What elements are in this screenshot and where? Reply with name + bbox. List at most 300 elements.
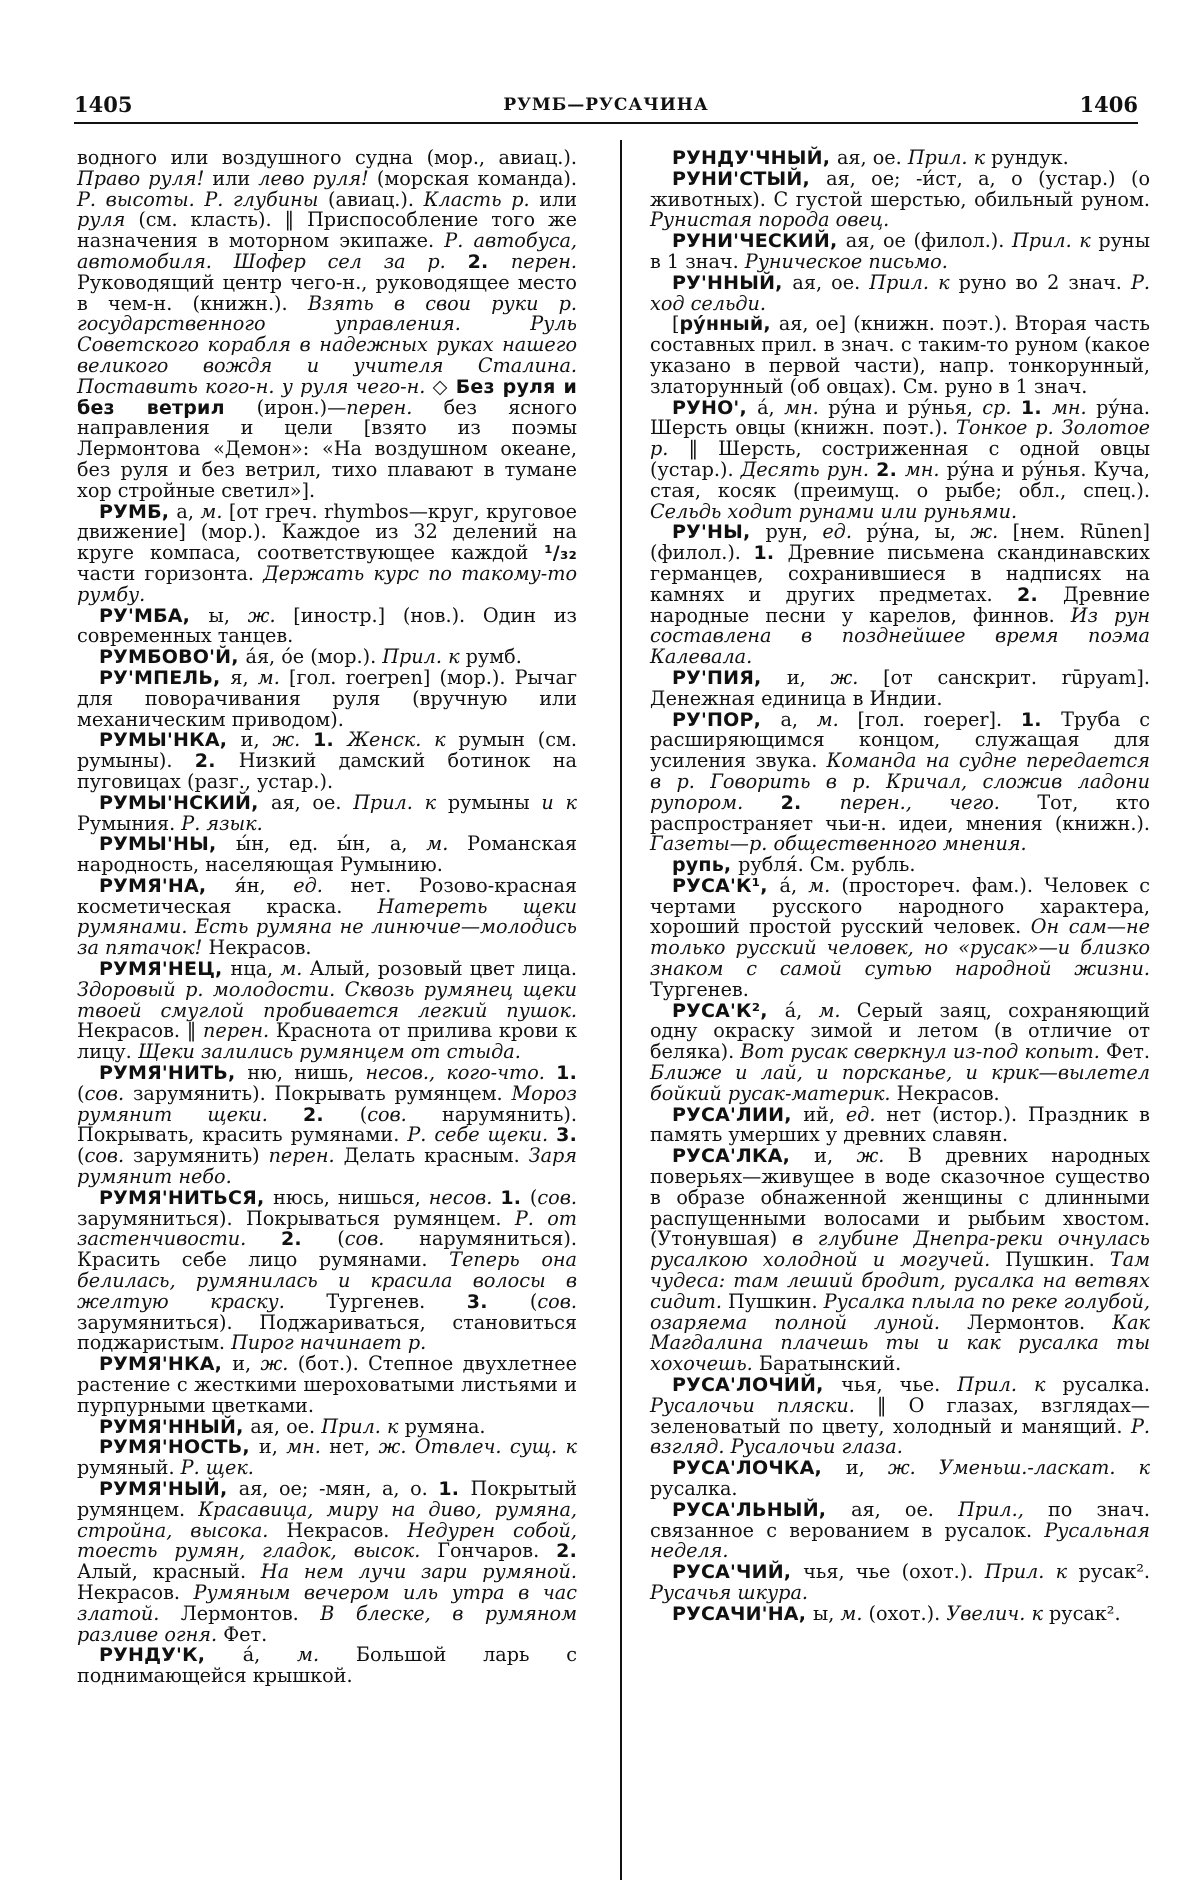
entry-text: зарумянить) bbox=[133, 1144, 269, 1168]
entry-text: без ясного направления и цели [взято из поэмы Лермонтова «Демон»: «На воздушном океане, без руля и без ветрил, тихо плавают в тумане хор стройные светил»]. bbox=[77, 395, 577, 502]
entry-text: Некрасов. ‖ bbox=[77, 1019, 204, 1043]
entry-text: водного или воздушного судна (мор., авиац.). bbox=[77, 146, 577, 169]
entry-text: Тургенев. bbox=[650, 977, 749, 1001]
entry-text: (охот.). bbox=[868, 1601, 947, 1625]
italic-text: ж. bbox=[272, 728, 314, 752]
entry-headword: РУМЯ'НИТЬСЯ, bbox=[99, 1186, 274, 1209]
italic-text: м. bbox=[200, 499, 229, 523]
entry-text: и, bbox=[240, 728, 273, 752]
entry-headword: РУСА'ЛИИ, bbox=[672, 1103, 804, 1126]
entry-headword: РУМЯ'НОСТЬ, bbox=[99, 1436, 259, 1459]
italic-text: Десять рун. bbox=[740, 457, 877, 481]
entry-text: чья, чье. bbox=[841, 1373, 958, 1397]
entry-text: и, bbox=[258, 1435, 287, 1459]
bold-marker: ¹/₃₂ bbox=[544, 542, 577, 565]
dictionary-entry bbox=[650, 855, 1150, 876]
italic-text: Р. взгляд. Русалочьи глаза. bbox=[650, 1414, 1150, 1459]
entry-text: рундук. bbox=[991, 146, 1069, 169]
entry-text: ( bbox=[337, 1227, 345, 1251]
entry-text: Алый, розовый цвет лица. bbox=[309, 957, 578, 981]
italic-text: Прил. к bbox=[869, 270, 959, 294]
page-number-right: 1406 bbox=[1079, 92, 1138, 117]
italic-text: Пирог начинает р. bbox=[231, 1331, 427, 1355]
entry-headword: РУМЯ'НА, bbox=[99, 874, 235, 897]
entry-headword: РУМЫ'НСКИЙ, bbox=[99, 791, 272, 814]
entry-text: [от греч. rhуmbos—круг, круговое движение] (мор.). Каждое из 32 делений на круге компаса, соответствующее каждой bbox=[77, 499, 577, 565]
dictionary-entry bbox=[650, 270, 1150, 315]
italic-text: мн. bbox=[1051, 395, 1097, 419]
entry-headword: РУНИ'СТЫЙ, bbox=[672, 167, 827, 190]
entry-text: ая, ое (филол.). bbox=[845, 229, 1012, 253]
entry-text: ая, ое; -и́ст, а, о (устар.) (о животных). С густой шерстью, обильный руном. bbox=[650, 166, 1150, 211]
dictionary-entry bbox=[650, 665, 1150, 710]
italic-text: Р. от застенчивости. bbox=[77, 1206, 577, 1251]
entry-text: зарумяниться). Покрываться румянцем. bbox=[77, 1206, 515, 1230]
italic-text: Тонкое р. Золотое р. bbox=[650, 416, 1150, 461]
entry-text: или bbox=[212, 166, 259, 190]
italic-text: мн. bbox=[784, 395, 829, 419]
entry-text: Лермонтов. bbox=[180, 1601, 321, 1625]
entry-text: Древние письмена скандинавских германцев, сохранившиеся в надписях на камнях и других предметах. bbox=[650, 541, 1150, 606]
italic-text: м. bbox=[808, 873, 842, 897]
dictionary-entry bbox=[650, 148, 1150, 169]
entry-text: ы́н, ед. ы́н, а, bbox=[235, 832, 427, 856]
italic-text: Сельдь ходит рунами или руньями. bbox=[650, 499, 1018, 523]
entry-text: Пушкин. bbox=[728, 1289, 824, 1313]
italic-text: м. bbox=[297, 1643, 356, 1667]
italic-text: несов. bbox=[428, 1185, 501, 1209]
italic-text: Прил. к bbox=[957, 1373, 1063, 1397]
entry-text: а́, bbox=[784, 998, 819, 1022]
entry-text: нет. Розово-красная косметическая краска. bbox=[77, 873, 577, 918]
dictionary-entry bbox=[650, 166, 1150, 232]
italic-text: Вот русак сверкнул из-под копыт. bbox=[740, 1040, 1106, 1064]
italic-text: ж. bbox=[260, 1352, 298, 1376]
entry-text: я́н, bbox=[234, 873, 294, 897]
dictionary-entry bbox=[650, 1458, 1150, 1500]
entry-headword: РУМЯ'ННЫЙ, bbox=[99, 1415, 251, 1438]
italic-text: ж. bbox=[970, 520, 1013, 544]
entry-headword: РУНО', bbox=[672, 396, 758, 419]
bold-marker: рупь, bbox=[672, 854, 739, 877]
italic-text: мн. bbox=[286, 1435, 330, 1459]
left-column bbox=[77, 148, 577, 1687]
italic-text: Женск. к bbox=[347, 728, 459, 752]
italic-text: Он сам—не только русский человек, но «русак»—и близко знаком с самой сутью народной жизни. bbox=[650, 915, 1150, 981]
bold-marker: 2. bbox=[780, 791, 840, 814]
entry-text: румын (см. румыны). bbox=[77, 728, 577, 773]
entry-text: Делать красным. bbox=[343, 1144, 529, 1168]
bold-marker: 2. bbox=[876, 458, 905, 481]
entry-text: зарумянить). Покрывать румянцем. bbox=[132, 1081, 512, 1105]
entry-text: нет, bbox=[329, 1435, 379, 1459]
entry-text: Гончаров. bbox=[437, 1539, 557, 1563]
bold-marker: 1. bbox=[556, 1062, 577, 1085]
entry-text: нет (истор.). Праздник в память умерших у древних славян. bbox=[650, 1102, 1150, 1147]
running-header bbox=[74, 92, 1138, 122]
italic-text: Русалочьи пляски. bbox=[650, 1393, 877, 1417]
italic-text: Русалка плыла по реке голубой, озаряема полной луной. bbox=[650, 1289, 1150, 1334]
italic-text: Р. ход сельди. bbox=[650, 270, 1150, 315]
dictionary-entry bbox=[77, 1063, 577, 1188]
running-title: РУМБ—РУСАЧИНА bbox=[503, 95, 709, 115]
italic-text: Прил., bbox=[958, 1497, 1049, 1521]
dictionary-entry bbox=[77, 1354, 577, 1416]
entry-headword: РУНИ'ЧЕСКИЙ, bbox=[672, 230, 846, 253]
entry-text: Некрасов. bbox=[286, 1518, 408, 1542]
entry-headword: РУСА'К², bbox=[672, 999, 785, 1022]
dictionary-entry bbox=[77, 603, 577, 648]
entry-text: Большой ларь с поднимающейся крышкой. bbox=[77, 1643, 577, 1688]
entry-headword: РУНДУ'К, bbox=[99, 1644, 243, 1667]
entry-text: ий, bbox=[803, 1102, 846, 1126]
entry-text: зарумяниться). Поджариваться, становиться поджаристым. bbox=[77, 1310, 577, 1355]
entry-text: а́, bbox=[779, 873, 809, 897]
entry-text: Краснота от прилива крови к лицу. bbox=[77, 1019, 578, 1064]
italic-text: На нем лучи зари румяной. bbox=[260, 1560, 577, 1584]
italic-text: Недурен собой, тоесть румян, гладок, высок. bbox=[77, 1518, 577, 1563]
entry-text: ая, ое. bbox=[271, 790, 354, 814]
entry-text: [гол. roeper]. bbox=[857, 707, 1021, 731]
italic-text: перен. bbox=[203, 1019, 276, 1043]
entry-text: (простореч. фам.). Человек с чертами русского народного характера, хороший простой русский человек. bbox=[650, 873, 1150, 939]
dictionary-entry bbox=[77, 1185, 577, 1355]
entry-text: [нем. Rūnen] (филол.). bbox=[650, 520, 1150, 565]
italic-text: Там чудеса: там леший бродит, русалка на ветвях сидит. bbox=[650, 1248, 1150, 1313]
header-rule bbox=[74, 122, 1138, 124]
italic-text: и к bbox=[541, 790, 577, 814]
entry-text: русак². bbox=[1078, 1560, 1150, 1584]
italic-text: Команда на судне передается в р. Говорить в р. Кричал, сложив ладони рупором. bbox=[650, 749, 1150, 814]
entry-text: или bbox=[539, 187, 578, 211]
italic-text: Р. высоты. Р. глубины bbox=[77, 187, 329, 211]
italic-text: Прил. к bbox=[353, 790, 448, 814]
entry-text: рубля́. См. рубль. bbox=[738, 853, 916, 877]
entry-headword: РУСАЧИ'НА, bbox=[672, 1602, 813, 1625]
dictionary-entry bbox=[650, 873, 1150, 1001]
entry-text: [от санскрит. rūруаm]. Денежная единица в Индии. bbox=[650, 665, 1150, 710]
bold-marker: 1. bbox=[438, 1478, 471, 1500]
italic-text: Натереть щеки румянами. Есть румяна не линючие—молодись за пятачок! bbox=[77, 894, 577, 960]
italic-text: Заря румянит небо. bbox=[77, 1144, 578, 1189]
dictionary-entry bbox=[650, 707, 1150, 856]
italic-text: Русачья шкура. bbox=[650, 1580, 808, 1604]
entry-text: [гол. roerpen] (мор.). Рычаг для поворачивания руля (вручную или механическим приводом). bbox=[77, 665, 577, 731]
entry-headword: РУМБОВО'Й, bbox=[99, 646, 246, 669]
entry-text: румб. bbox=[465, 645, 522, 669]
entry-text: и, bbox=[786, 665, 831, 689]
entry-text: а́я, о́е (мор.). bbox=[245, 645, 383, 669]
entry-text: рун, bbox=[765, 520, 823, 544]
entry-headword: РУ'МБА, bbox=[99, 604, 209, 627]
entry-text: (бот.). Степное двухлетнее растение с жесткими шероховатыми листьями и пурпурными цветками. bbox=[77, 1352, 577, 1417]
bold-marker: 3. bbox=[466, 1290, 530, 1313]
entry-text: Романская народность, населяющая Румынию. bbox=[77, 832, 577, 877]
dictionary-entry bbox=[650, 1102, 1150, 1147]
dictionary-entry bbox=[77, 499, 577, 606]
bold-marker: 2. bbox=[194, 750, 239, 773]
italic-text: Прил. к bbox=[382, 645, 466, 669]
entry-continuation bbox=[77, 148, 577, 502]
entry-headword: РУСА'ЛОЧИЙ, bbox=[672, 1374, 842, 1397]
italic-text: м. bbox=[426, 832, 468, 856]
dictionary-entry bbox=[650, 1601, 1150, 1625]
entry-text: (авиац.). bbox=[328, 187, 424, 211]
entry-text: румыны bbox=[447, 790, 542, 814]
dictionary-entry bbox=[77, 834, 577, 876]
dictionary-entry bbox=[77, 790, 577, 835]
bold-marker: 1. bbox=[500, 1186, 530, 1209]
italic-text: Взять в свои руки р. государственного управления. Руль Советского корабля в надежных руках нашего великого вождя и учителя Сталина. Поставить кого-н. у руля чего-н. bbox=[77, 291, 577, 398]
dictionary-entry bbox=[650, 314, 1150, 397]
entry-text: Древние народные песни у карелов, финнов. bbox=[650, 582, 1150, 627]
italic-text: Р. автобуса, автомобиля. Шофер сел за р. bbox=[77, 229, 577, 273]
italic-text: ср. bbox=[982, 395, 1021, 419]
bold-marker: 1. bbox=[753, 542, 788, 565]
entry-text: (ирон.)— bbox=[256, 395, 347, 419]
entry-text: ( bbox=[359, 1102, 368, 1126]
italic-text: несов., кого-что. bbox=[365, 1061, 557, 1085]
entry-text: румяна. bbox=[404, 1414, 486, 1438]
entry-headword: РУМБ, bbox=[99, 500, 177, 523]
italic-text: Ближе и лай, и порсканье, и крик—вылетел бойкий русак-материк. bbox=[650, 1061, 1150, 1105]
italic-text: Прил. к bbox=[907, 146, 992, 169]
italic-text: сов. bbox=[367, 1102, 442, 1126]
dictionary-entry bbox=[650, 231, 1150, 273]
italic-text: Прил. к bbox=[984, 1560, 1079, 1584]
entry-headword: РУМЯ'НЫЙ, bbox=[99, 1478, 239, 1500]
bold-marker: 2. bbox=[467, 250, 511, 273]
bold-marker: 2. bbox=[280, 1228, 338, 1251]
entry-text: Пушкин. bbox=[1005, 1248, 1110, 1272]
entry-text: ая, ое. bbox=[851, 1497, 959, 1521]
italic-text: В блеске, в румяном разливе огня. bbox=[77, 1601, 577, 1646]
italic-text: сов. bbox=[537, 1185, 577, 1209]
entry-headword: РУСА'ЛОЧКА, bbox=[672, 1457, 846, 1480]
entry-text: и, bbox=[814, 1144, 857, 1168]
entry-text: Лермонтов. bbox=[967, 1310, 1113, 1334]
dictionary-entry bbox=[77, 1479, 577, 1645]
italic-text: ж. bbox=[247, 603, 294, 627]
entry-text: ая, ое. bbox=[250, 1414, 322, 1438]
entry-text: (морская команда). bbox=[376, 166, 577, 190]
dictionary-entry bbox=[650, 1375, 1150, 1458]
entry-headword: РУСА'ЛЬНЫЙ, bbox=[672, 1498, 852, 1521]
dictionary-entry bbox=[650, 395, 1151, 523]
entry-text: ( bbox=[77, 1144, 85, 1168]
entry-text: ‖ О глазах, взглядах—зеленоватый по цвету, холодный и манящий. bbox=[650, 1393, 1150, 1438]
dictionary-entry bbox=[650, 1497, 1150, 1563]
entry-text: ( bbox=[529, 1289, 538, 1313]
entry-headword: РУ'ПОР, bbox=[672, 708, 781, 731]
entry-text: ая, ое. bbox=[836, 146, 908, 169]
dictionary-entry bbox=[650, 998, 1151, 1105]
dictionary-entry bbox=[77, 873, 577, 960]
entry-text: по знач. связанное с верованием в русалок. bbox=[650, 1497, 1150, 1542]
entry-text: ню, нишь, bbox=[247, 1061, 366, 1085]
column-divider bbox=[620, 140, 622, 1880]
entry-text: Некрасов. bbox=[896, 1081, 1000, 1105]
entry-text: ая, ое; -мян, а, о. bbox=[238, 1477, 439, 1500]
entry-text: а, bbox=[780, 707, 817, 731]
entry-text: чья, чье (охот.). bbox=[803, 1560, 985, 1584]
italic-text: ед. bbox=[293, 873, 351, 897]
entry-headword: РУ'ПИЯ, bbox=[672, 666, 787, 689]
bold-marker: 1. bbox=[1020, 396, 1052, 419]
entry-text: Фет. bbox=[223, 1622, 268, 1646]
italic-text: Здоровый р. молодости. Сквозь румянец щеки твоей смуглой пробивается легкий пушок. bbox=[77, 977, 577, 1022]
dictionary-entry bbox=[77, 1645, 577, 1687]
dictionary-entry bbox=[77, 730, 577, 792]
entry-text: русак². bbox=[1049, 1601, 1121, 1625]
italic-text: ед. bbox=[822, 520, 867, 544]
entry-headword: РУСА'ЛКА, bbox=[672, 1145, 815, 1168]
bold-marker: 1. bbox=[1020, 708, 1062, 731]
italic-text: Газеты—р. общественного мнения. bbox=[650, 832, 1027, 856]
bold-marker: ру́нный, bbox=[679, 313, 779, 336]
entry-text: ру́на и ру́нья, bbox=[828, 395, 983, 419]
dictionary-entry bbox=[77, 1437, 577, 1479]
entry-text: я, bbox=[230, 665, 258, 689]
italic-text: Р. щек. bbox=[180, 1456, 254, 1480]
italic-text: перен. bbox=[510, 249, 577, 273]
entry-text: [иностр.] (нов.). Один из современных танцев. bbox=[77, 603, 577, 648]
entry-text: ру́на, ы, bbox=[866, 520, 971, 544]
bold-marker: 1. bbox=[313, 729, 348, 752]
italic-text: м. bbox=[818, 998, 857, 1022]
dictionary-entry bbox=[77, 959, 577, 1063]
entry-text: руно во 2 знач. bbox=[958, 270, 1131, 294]
italic-text: Как Магдалина плачешь ты и как русалка ты хохочешь. bbox=[650, 1310, 1150, 1376]
italic-text: сов. bbox=[537, 1289, 577, 1313]
entry-text: Тургенев. bbox=[326, 1289, 467, 1313]
entry-text: ◇ bbox=[432, 374, 456, 398]
entry-headword: РУ'МПЕЛЬ, bbox=[99, 666, 231, 689]
entry-text: ( bbox=[77, 1081, 85, 1105]
entry-headword: РУСА'ЧИЙ, bbox=[672, 1561, 804, 1584]
entry-headword: РУ'ННЫЙ, bbox=[672, 271, 793, 294]
bold-marker: 3. bbox=[556, 1124, 577, 1147]
italic-text: перен. bbox=[346, 395, 444, 419]
entry-text: а́, bbox=[757, 395, 785, 419]
entry-text: руны в 1 знач. bbox=[650, 229, 1150, 273]
entry-text: Руководящий центр чего-н., руководящее место в чем-н. (книжн.). bbox=[77, 270, 577, 315]
entry-text: части горизонта. bbox=[77, 561, 264, 585]
bold-marker: 2. bbox=[1017, 583, 1064, 606]
entry-text: русалка. bbox=[1062, 1373, 1150, 1397]
bold-marker: 2. bbox=[303, 1103, 360, 1126]
italic-text: м. bbox=[280, 957, 310, 981]
entry-text: ая, ое] (книжн. поэт.). Вторая часть составных прил. в знач. с таким-то руном (какое указано в первой части), напр. тонкорунный, златорунный (об овцах). См. руно в 1 знач. bbox=[650, 312, 1151, 398]
entry-text: нарумяниться). Красить себе лицо румянами. bbox=[77, 1227, 577, 1272]
entry-text: ы, bbox=[208, 603, 248, 627]
italic-text: Класть р. bbox=[423, 187, 540, 211]
entry-text: румяный. bbox=[77, 1456, 181, 1480]
entry-text: Фет. bbox=[1106, 1040, 1150, 1064]
italic-text: сов. bbox=[344, 1227, 420, 1251]
italic-text: сов. bbox=[84, 1081, 133, 1105]
entry-text: а́, bbox=[242, 1643, 298, 1667]
italic-text: мн. bbox=[904, 457, 947, 481]
entry-text: Серый заяц, сохраняющий одну окраску зимой и летом (в отличие от беляка). bbox=[650, 998, 1151, 1064]
entry-text: ы, bbox=[812, 1601, 841, 1625]
entry-text: нюсь, нишься, bbox=[273, 1185, 429, 1209]
italic-text: сов. bbox=[84, 1144, 133, 1168]
entry-text: Низкий дамский ботинок на пуговицах (разг., устар.). bbox=[77, 749, 577, 793]
italic-text: ж. Уменьш.-ласкат. к bbox=[887, 1456, 1150, 1480]
entry-text: Труба с расширяющимся концом, служащая для усиления звука. bbox=[650, 707, 1150, 773]
italic-text: Р. себе щеки. bbox=[407, 1123, 557, 1147]
italic-text: ед. bbox=[845, 1102, 887, 1126]
entry-headword: РУ'НЫ, bbox=[672, 521, 766, 544]
italic-text: Право руля! bbox=[77, 166, 213, 190]
entry-headword: РУМЯ'НКА, bbox=[99, 1353, 233, 1376]
entry-text: нарумянить). Покрывать, красить румянами. bbox=[77, 1102, 577, 1147]
entry-text: ру́на и ру́нья. Куча, стая, косяк (преимущ. о рыбе; обл., спец.). bbox=[650, 457, 1150, 502]
italic-text: Из рун составлена в позднейшее время поэма Калевала. bbox=[650, 603, 1150, 669]
entry-text: и, bbox=[845, 1456, 888, 1480]
italic-text: Русальная неделя. bbox=[650, 1518, 1150, 1563]
page-number-left: 1405 bbox=[74, 92, 133, 117]
italic-text: Прил. к bbox=[1011, 229, 1099, 253]
dictionary-entry bbox=[77, 1414, 577, 1438]
dictionary-entry bbox=[650, 522, 1150, 668]
dictionary-entry bbox=[650, 1562, 1150, 1604]
entry-headword: РУСА'К¹, bbox=[672, 874, 780, 897]
entry-text: Тот, кто распространяет чьи-н. идеи, мнения (книжн.). bbox=[650, 790, 1150, 835]
entry-text: ая, ое. bbox=[792, 270, 870, 294]
italic-text: Щеки залились румянцем от стыда. bbox=[137, 1040, 521, 1064]
entry-text: а, bbox=[176, 499, 201, 523]
entry-headword: РУМЫ'НКА, bbox=[99, 729, 241, 752]
right-column bbox=[650, 148, 1150, 1625]
italic-text: м. bbox=[257, 665, 289, 689]
entry-text: Баратынский. bbox=[758, 1352, 902, 1376]
entry-text: ‖ Шерсть, состриженная с одной овцы (устар.). bbox=[650, 437, 1150, 481]
bold-marker: 2. bbox=[556, 1540, 577, 1563]
italic-text: Руническое письмо. bbox=[744, 249, 948, 273]
italic-text: Красавица, миру на диво, румяна, стройна, высока. bbox=[77, 1497, 577, 1542]
dictionary-entry bbox=[650, 1146, 1150, 1375]
entry-headword: РУНДУ'ЧНЫЙ, bbox=[672, 147, 837, 169]
italic-text: Прил. к bbox=[321, 1414, 405, 1438]
entry-headword: РУМЫ'НЫ, bbox=[99, 833, 236, 856]
italic-text: лево руля! bbox=[258, 166, 377, 190]
italic-text: Мороз румянит щеки. bbox=[77, 1081, 577, 1126]
italic-text: Р. язык. bbox=[181, 811, 263, 835]
italic-text: Теперь она белилась, румянилась и красила волосы в желтую краску. bbox=[77, 1248, 577, 1313]
italic-text: Увелич. к bbox=[946, 1601, 1049, 1625]
dictionary-entry bbox=[77, 665, 577, 731]
italic-text: Румяным вечером иль утра в час златой. bbox=[77, 1580, 577, 1625]
italic-text: м. bbox=[816, 707, 858, 731]
entry-text: Алый, красный. bbox=[77, 1560, 261, 1584]
bold-marker: Без руля и без ветрил bbox=[77, 375, 577, 419]
entry-text: Румыния. bbox=[77, 811, 182, 835]
italic-text: руля bbox=[77, 208, 139, 232]
italic-text: м. bbox=[840, 1601, 869, 1625]
entry-text: В древних народных поверьях—живущее в воде сказочное существо в образе обнаженной женщины с длинными распущенными волосами и рыбьим хвостом. (Утонувшая) bbox=[650, 1144, 1150, 1251]
italic-text: ж. bbox=[830, 665, 884, 689]
entry-headword: РУМЯ'НЕЦ, bbox=[99, 958, 231, 981]
entry-text: русалка. bbox=[650, 1477, 738, 1500]
italic-text: Держать курс по такому-то румбу. bbox=[77, 561, 577, 606]
italic-text: ж. bbox=[856, 1144, 908, 1168]
entry-text: Покрытый румянцем. bbox=[77, 1477, 577, 1521]
italic-text: ж. Отвлеч. сущ. к bbox=[378, 1435, 577, 1459]
entry-text: ( bbox=[529, 1185, 538, 1209]
entry-text: (см. класть). ‖ Приспособление того же назначения в моторном экипаже. bbox=[77, 208, 578, 253]
